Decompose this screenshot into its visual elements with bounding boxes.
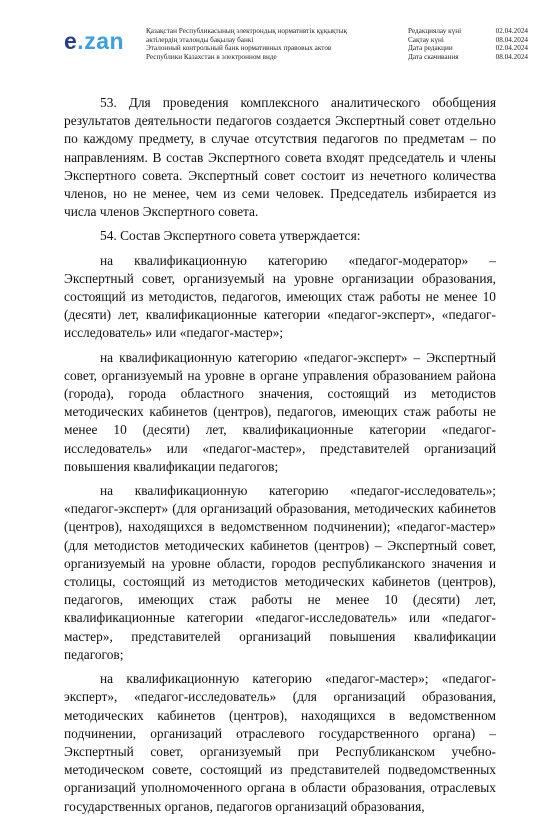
meta-row: Редакциялау күні 02.04.2024 <box>408 27 528 35</box>
header-line: Қазақстан Республикасының электрондық нормативтік құқықтық <box>146 27 347 35</box>
paragraph-expert: на квалификационную категорию «педагог-эксперт» – Экспертный совет, организуемый на уровне в органе управления образованием района (города), города областного значения, состоящий из методистов методических кабинетов (центров), педагогов, имеющих стаж работы не менее 10 (десяти) лет, квалификационные категории «педагог-исследователь» или «педагог-мастер», представителей организаций повышения квалификации педагогов; <box>64 349 496 474</box>
meta-row: Дата редакции 02.04.2024 <box>408 44 528 53</box>
meta-row: Сақтау күні 08.04.2024 <box>408 35 528 44</box>
paragraph-54: 54. Состав Экспертного совета утверждается: <box>100 228 361 244</box>
header-line: Республики Казахстан в электронном виде <box>146 52 277 61</box>
paragraph-53: 53. Для проведения комплексного аналитического обобщения результатов деятельности педагогов создается Экспертный совет отдельно по каждому предмету, в случае отсутствия педагогов по предметам – по направлениям. В состав Экспертного совета входят председатель и члены Экспертного совета. Экспертный совет состоит из нечетного количества членов, но не менее, чем из семи человек. Председатель избирается из числа членов Экспертного совета. <box>64 95 496 220</box>
header-dates <box>408 27 528 61</box>
header-line: Эталонный контрольный банк нормативных правовых актов <box>146 44 332 53</box>
document-body <box>64 94 496 822</box>
header-bank-title <box>146 27 396 61</box>
paragraph-moderator: на квалификационную категорию «педагог-модератор» – Экспертный совет, организуемый на уровне организации образования, состоящий из методистов, педагогов, имеющих стаж работы не менее 10 (десяти) лет, квалификационные категории «педагог-эксперт», «педагог-исследователь» или «педагог-мастер»; <box>64 252 496 341</box>
document-header <box>0 0 557 80</box>
header-line: актілердің эталонды бақылау банкі <box>146 35 254 44</box>
paragraph-master: на квалификационную категорию «педагог-мастер»; «педагог-эксперт», «педагог-исследователь» (для организаций образования, методических кабинетов (центров), находящихся в ведомственном подчинении, организаций отраслевого государственного органа) – Экспертный совет, организуемый при Республиканском учебно-методическом совете, состоящий из представителей подведомственных организаций уполномоченного органа в области образования, отраслевых государственных органов, педагогов организаций образования, <box>64 671 496 814</box>
meta-row: Дата скачивания 08.04.2024 <box>408 52 528 61</box>
paragraph-researcher: на квалификационную категорию «педагог-исследователь»; «педагог-эксперт» (для организаций образования, методических кабинетов (центров), находящихся в ведомственном подчинении); «педагог-мастер» (для методистов методических кабинетов (центров) – Экспертный совет, организуемый на уровне области, городов республиканского значения и столицы, состоящий из методистов методических кабинетов (центров), педагогов, имеющих стаж работы не менее 10 (десяти) лет, квалификационные категории «педагог-исследователь» или «педагог-мастер», представителей организаций повышения квалификации педагогов; <box>64 483 496 662</box>
ezan-logo: e.zan <box>64 28 125 54</box>
